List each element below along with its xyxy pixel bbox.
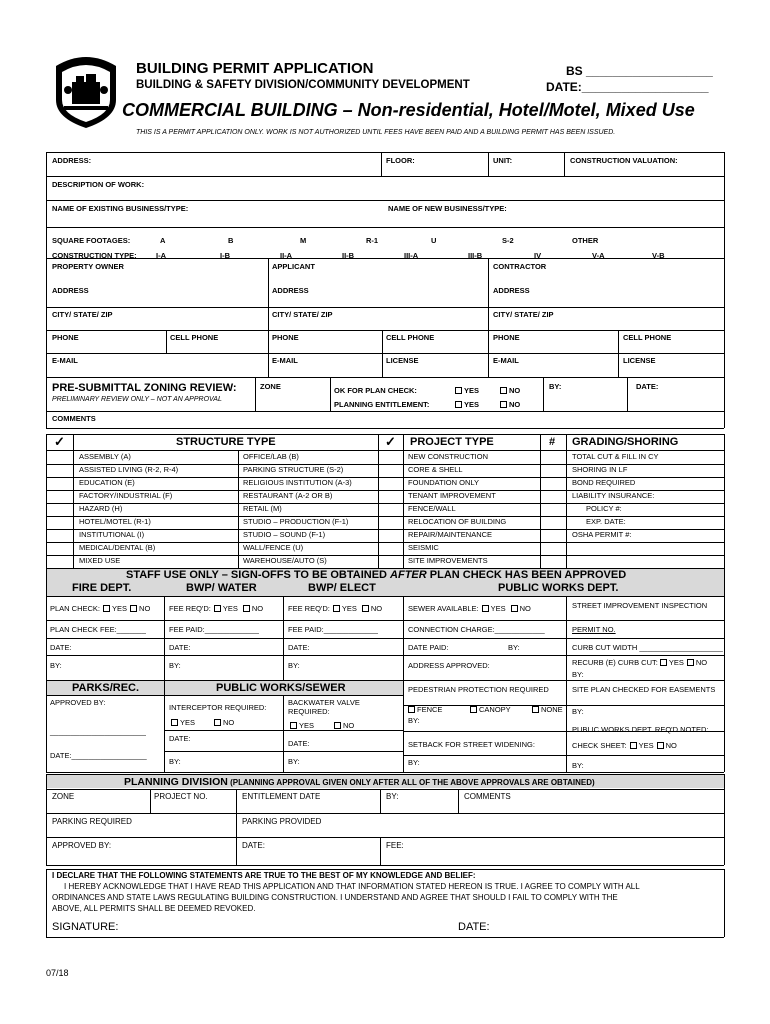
site-plan-easements[interactable]: SITE PLAN CHECKED FOR EASEMENTS: [572, 685, 716, 694]
entitlement-date-field[interactable]: ENTITLEMENT DATE: [242, 792, 321, 801]
declaration-line-3: ABOVE, ALL PERMITS SHALL BE DEEMED REVOKED.: [52, 904, 256, 913]
grading-shoring-field[interactable]: POLICY #:: [586, 504, 622, 513]
zoning-by-field[interactable]: BY:: [549, 382, 562, 391]
water-fee-yes-checkbox[interactable]: [214, 605, 221, 612]
structure-type-option[interactable]: WALL/FENCE (U): [243, 543, 304, 552]
owner-cell-field[interactable]: CELL PHONE: [170, 333, 219, 342]
entitlement-no-checkbox[interactable]: [500, 400, 520, 409]
description-field[interactable]: DESCRIPTION OF WORK:: [52, 180, 145, 189]
structure-type-option[interactable]: RESTAURANT (A-2 OR B): [243, 491, 333, 500]
structure-type-option[interactable]: HAZARD (H): [79, 504, 123, 513]
project-type-option[interactable]: RELOCATION OF BUILDING: [408, 517, 507, 526]
pedestrian-protection-label: PEDESTRIAN PROTECTION REQUIRED: [408, 685, 549, 694]
backwater-date-field[interactable]: DATE:: [288, 739, 310, 748]
yes-label: YES: [464, 386, 480, 395]
fence-label: FENCE: [417, 705, 443, 714]
declaration-line-2: ORDINANCES AND STATE LAWS REGULATING BUILDING CONSTRUCTION. I UNDERSTAND AND AGREE THAT SHOULD I FAIL TO COMPLY WITH THE: [52, 893, 618, 902]
check-sheet-no-checkbox[interactable]: [657, 742, 664, 749]
planning-approved-by-field[interactable]: APPROVED BY:: [52, 841, 112, 850]
project-type-option[interactable]: CORE & SHELL: [408, 465, 463, 474]
elect-fee-no-checkbox[interactable]: [362, 605, 369, 612]
square-footage-label: SQUARE FOOTAGES:: [52, 236, 131, 245]
address-approved-field[interactable]: ADDRESS APPROVED:: [408, 661, 490, 670]
elect-fee-reqd: FEE REQ'D: YES NO: [288, 604, 383, 613]
grading-hash-header: #: [549, 436, 556, 448]
bwp-water-header: BWP/ WATER: [186, 582, 257, 594]
pedestrian-by-field[interactable]: BY:: [408, 716, 420, 725]
backwater-yes-checkbox[interactable]: [290, 721, 314, 730]
declaration-heading: I DECLARE THAT THE FOLLOWING STATEMENTS ARE TRUE TO THE BEST OF MY KNOWLEDGE AND BELIEF:: [52, 871, 476, 880]
check-sheet-yes-checkbox[interactable]: [630, 742, 637, 749]
project-type-option[interactable]: TENANT IMPROVEMENT: [408, 491, 496, 500]
structure-type-option[interactable]: PARKING STRUCTURE (S-2): [243, 465, 344, 474]
zoning-review-title: PRE-SUBMITTAL ZONING REVIEW:: [52, 382, 237, 394]
no-label: NO: [509, 400, 521, 409]
sqft-other[interactable]: OTHER: [572, 236, 599, 245]
structure-type-option[interactable]: INSTITUTIONAL (I): [79, 530, 145, 539]
city-seal: [50, 52, 122, 130]
sqft-b[interactable]: B: [228, 236, 234, 245]
planning-by-field[interactable]: BY:: [386, 792, 399, 801]
ctype-va[interactable]: V-A: [592, 251, 605, 260]
applicant-field[interactable]: APPLICANT: [272, 262, 315, 271]
backwater-by-field[interactable]: BY:: [288, 757, 300, 766]
structure-type-option[interactable]: MEDICAL/DENTAL (B): [79, 543, 156, 552]
check-sheet: CHECK SHEET: YES NO: [572, 741, 677, 750]
comments-field[interactable]: COMMENTS: [52, 414, 96, 423]
planning-date-field[interactable]: DATE:: [242, 841, 265, 850]
elect-date-field[interactable]: DATE:: [288, 643, 310, 652]
grading-shoring-field[interactable]: SHORING IN LF: [572, 465, 628, 474]
construction-type-label: CONSTRUCTION TYPE:: [52, 251, 137, 260]
structure-type-option[interactable]: OFFICE/LAB (B): [243, 452, 299, 461]
owner-phone-field[interactable]: PHONE: [52, 333, 79, 342]
structure-type-option[interactable]: RETAIL (M): [243, 504, 282, 513]
interceptor-required-label: INTERCEPTOR REQUIRED:: [169, 703, 267, 712]
form-revision: 07/18: [46, 968, 69, 978]
owner-city-field[interactable]: CITY/ STATE/ ZIP: [52, 310, 113, 319]
entitlement-yes-checkbox[interactable]: [455, 400, 479, 409]
sqft-a[interactable]: A: [160, 236, 166, 245]
zone-field[interactable]: ZONE: [260, 382, 281, 391]
form-subtitle: BUILDING & SAFETY DIVISION/COMMUNITY DEVELOPMENT: [136, 79, 470, 91]
fire-dept-header: FIRE DEPT.: [72, 582, 132, 594]
project-type-option[interactable]: REPAIR/MAINTENANCE: [408, 530, 493, 539]
project-type-option[interactable]: SITE IMPROVEMENTS: [408, 556, 488, 565]
applicant-email-field[interactable]: E-MAIL: [272, 356, 298, 365]
applicant-cell-field[interactable]: CELL PHONE: [386, 333, 435, 342]
planning-zone-field[interactable]: ZONE: [52, 792, 75, 801]
yes-label: YES: [299, 721, 315, 730]
recurb-no-checkbox[interactable]: [687, 659, 694, 666]
ctype-iv[interactable]: IV: [534, 251, 542, 260]
ok-plan-check-label: OK FOR PLAN CHECK:: [334, 386, 417, 395]
no-label: NO: [343, 721, 355, 730]
plan-check-no-checkbox[interactable]: [130, 605, 137, 612]
floor-field[interactable]: FLOOR:: [386, 156, 415, 165]
applicant-phone-field[interactable]: PHONE: [272, 333, 299, 342]
none-checkbox[interactable]: [532, 705, 563, 714]
structure-type-option[interactable]: HOTEL/MOTEL (R-1): [79, 517, 151, 526]
property-owner-field[interactable]: PROPERTY OWNER: [52, 262, 124, 271]
plan-check-label: PLAN CHECK: YES NO: [50, 604, 151, 613]
structure-type-option[interactable]: WAREHOUSE/AUTO (S): [243, 556, 327, 565]
interceptor-yes-checkbox[interactable]: [171, 718, 195, 727]
project-type-option[interactable]: FOUNDATION ONLY: [408, 478, 479, 487]
parking-provided-field[interactable]: PARKING PROVIDED: [242, 817, 322, 826]
plan-check-yes-checkbox[interactable]: [103, 605, 110, 612]
zoning-date-field[interactable]: DATE:: [636, 382, 659, 391]
declaration-line-1: I HEREBY ACKNOWLEDGE THAT I HAVE READ THIS APPLICATION AND THAT INFORMATION STATED HEREON IS TRUE. I AGREE TO COMPLY WITH ALL: [64, 882, 640, 891]
parks-date-field[interactable]: DATE:__________________: [50, 751, 147, 760]
connection-charge-field[interactable]: CONNECTION CHARGE:____________: [408, 625, 545, 634]
fire-date-field[interactable]: DATE:: [50, 643, 72, 652]
owner-email-field[interactable]: E-MAIL: [52, 356, 78, 365]
permit-notice: THIS IS A PERMIT APPLICATION ONLY. WORK IS NOT AUTHORIZED UNTIL FEES HAVE BEEN PAID AND A BUILDING PERMIT HAS BEEN ISSUED.: [136, 129, 616, 136]
water-fee-paid-field[interactable]: FEE PAID:_____________: [169, 625, 259, 634]
staff-use-banner: STAFF USE ONLY – SIGN-OFFS TO BE OBTAINED AFTER PLAN CHECK HAS BEEN APPROVED: [126, 569, 627, 581]
structure-type-option[interactable]: STUDIO – SOUND (F-1): [243, 530, 326, 539]
grading-shoring-title: GRADING/SHORING: [572, 436, 679, 448]
backwater-required-label: REQUIRED:: [288, 707, 330, 716]
sewer-no-checkbox[interactable]: [511, 605, 518, 612]
recurb-curb-cut: RECURB (E) CURB CUT: YES NO: [572, 658, 708, 667]
public-works-sewer-header: PUBLIC WORKS/SEWER: [216, 682, 346, 694]
grading-shoring-field[interactable]: EXP. DATE:: [586, 517, 626, 526]
applicant-city-field[interactable]: CITY/ STATE/ ZIP: [272, 310, 333, 319]
ctype-vb[interactable]: V-B: [652, 251, 665, 260]
yes-label: YES: [180, 718, 196, 727]
structure-type-option[interactable]: ASSISTED LIVING (R-2, R-4): [79, 465, 179, 474]
no-label: NO: [509, 386, 521, 395]
water-fee-no-checkbox[interactable]: [243, 605, 250, 612]
sewer-date-field[interactable]: DATE:: [169, 734, 191, 743]
canopy-label: CANOPY: [479, 705, 511, 714]
plan-check-yes-checkbox[interactable]: [455, 386, 479, 395]
structure-type-title: STRUCTURE TYPE: [176, 436, 276, 448]
public-works-dept-header: PUBLIC WORKS DEPT.: [498, 582, 619, 594]
form-main-title: BUILDING PERMIT APPLICATION: [136, 60, 374, 77]
water-fee-reqd: FEE REQ'D: YES NO: [169, 604, 264, 613]
setback-by-field[interactable]: BY:: [408, 758, 420, 767]
valuation-field[interactable]: CONSTRUCTION VALUATION:: [570, 156, 678, 165]
structure-type-option[interactable]: EDUCATION (E): [79, 478, 135, 487]
grading-shoring-field[interactable]: TOTAL CUT & FILL IN CY: [572, 452, 659, 461]
new-business-field[interactable]: NAME OF NEW BUSINESS/TYPE:: [388, 204, 507, 213]
applicant-license-field[interactable]: LICENSE: [386, 356, 419, 365]
zoning-review-subtitle: PRELIMINARY REVIEW ONLY – NOT AN APPROVAL: [52, 396, 222, 403]
none-label: NONE: [541, 705, 563, 714]
planning-comments-field[interactable]: COMMENTS: [464, 792, 511, 801]
permit-no-field[interactable]: PERMIT NO.: [572, 625, 616, 634]
parks-rec-header: PARKS/REC.: [72, 682, 140, 694]
site-plan-by-field[interactable]: BY:: [572, 707, 584, 716]
planning-fee-field[interactable]: FEE:: [386, 841, 404, 850]
interceptor-no-checkbox[interactable]: [214, 718, 234, 727]
address-field[interactable]: ADDRESS:: [52, 156, 92, 165]
check-sheet-by-field[interactable]: BY:: [572, 761, 584, 770]
structure-type-option[interactable]: RELIGIOUS INSTITUTION (A-3): [243, 478, 352, 487]
contractor-field[interactable]: CONTRACTOR: [493, 262, 547, 271]
project-type-option[interactable]: NEW CONSTRUCTION: [408, 452, 488, 461]
bs-number-field[interactable]: BS ___________________: [566, 64, 713, 78]
grading-shoring-field[interactable]: LIABILITY INSURANCE:: [572, 491, 655, 500]
ctype-iiib[interactable]: III-B: [468, 251, 483, 260]
grading-shoring-field[interactable]: BOND REQUIRED: [572, 478, 636, 487]
structure-check-header: ✓: [54, 434, 65, 449]
contractor-phone-field[interactable]: PHONE: [493, 333, 520, 342]
yes-label: YES: [464, 400, 480, 409]
contractor-email-field[interactable]: E-MAIL: [493, 356, 519, 365]
sqft-u[interactable]: U: [431, 236, 437, 245]
setback-street-widening-field[interactable]: SETBACK FOR STREET WIDENING:: [408, 740, 535, 749]
project-type-option[interactable]: SEISMIC: [408, 543, 439, 552]
parks-approved-by-label: APPROVED BY:: [50, 698, 106, 707]
sqft-s2[interactable]: S-2: [502, 236, 514, 245]
project-no-field[interactable]: PROJECT NO.: [154, 792, 208, 801]
fire-by-field[interactable]: BY:: [50, 661, 62, 670]
existing-business-field[interactable]: NAME OF EXISTING BUSINESS/TYPE:: [52, 204, 189, 213]
backwater-valve-label: BACKWATER VALVE: [288, 698, 360, 707]
owner-address-field[interactable]: ADDRESS: [52, 286, 89, 295]
ctype-iia[interactable]: II-A: [280, 251, 293, 260]
elect-by-field[interactable]: BY:: [288, 661, 300, 670]
date-paid-field[interactable]: DATE PAID:: [408, 643, 449, 652]
sewer-available: SEWER AVAILABLE: YES NO: [408, 604, 531, 613]
plan-check-no-checkbox[interactable]: [500, 386, 520, 395]
ctype-ia[interactable]: I-A: [156, 251, 166, 260]
sqft-r1[interactable]: R-1: [366, 236, 379, 245]
project-type-title: PROJECT TYPE: [410, 436, 494, 448]
contractor-license-field[interactable]: LICENSE: [623, 356, 656, 365]
canopy-checkbox[interactable]: [470, 705, 511, 714]
parking-required-field[interactable]: PARKING REQUIRED: [52, 817, 132, 826]
fence-checkbox[interactable]: [408, 705, 442, 714]
sewer-yes-checkbox[interactable]: [482, 605, 489, 612]
elect-fee-paid-field[interactable]: FEE PAID:_____________: [288, 625, 378, 634]
ctype-iiia[interactable]: III-A: [404, 251, 419, 260]
contractor-address-field[interactable]: ADDRESS: [493, 286, 530, 295]
applicant-address-field[interactable]: ADDRESS: [272, 286, 309, 295]
ctype-ib[interactable]: I-B: [220, 251, 230, 260]
planning-division-title: PLANNING DIVISION (PLANNING APPROVAL GIVEN ONLY AFTER ALL OF THE ABOVE APPROVALS ARE OBTAINED): [124, 776, 595, 788]
unit-field[interactable]: UNIT:: [493, 156, 513, 165]
form-type-title: COMMERCIAL BUILDING – Non-residential, Hotel/Motel, Mixed Use: [122, 100, 695, 120]
water-date-field[interactable]: DATE:: [169, 643, 191, 652]
structure-type-option[interactable]: MIXED USE: [79, 556, 121, 565]
curb-cut-width-field[interactable]: CURB CUT WIDTH ____________________: [572, 643, 723, 652]
signature-field[interactable]: SIGNATURE:: [52, 921, 119, 933]
structure-type-option[interactable]: ASSEMBLY (A): [79, 452, 131, 461]
project-type-option[interactable]: FENCE/WALL: [408, 504, 456, 513]
structure-type-option[interactable]: STUDIO – PRODUCTION (F-1): [243, 517, 349, 526]
grading-shoring-field[interactable]: OSHA PERMIT #:: [572, 530, 632, 539]
parks-approved-by-field[interactable]: _______________________: [50, 727, 146, 736]
plan-check-fee-field[interactable]: PLAN CHECK FEE:_______: [50, 625, 146, 634]
contractor-cell-field[interactable]: CELL PHONE: [623, 333, 672, 342]
header-date-field[interactable]: DATE:___________________: [546, 80, 709, 94]
contractor-city-field[interactable]: CITY/ STATE/ ZIP: [493, 310, 554, 319]
planning-entitlement-label: PLANNING ENTITLEMENT:: [334, 400, 430, 409]
no-label: NO: [223, 718, 235, 727]
ctype-iib[interactable]: II-B: [342, 251, 355, 260]
recurb-yes-checkbox[interactable]: [660, 659, 667, 666]
sqft-m[interactable]: M: [300, 236, 307, 245]
water-by-field[interactable]: BY:: [169, 661, 181, 670]
elect-fee-yes-checkbox[interactable]: [333, 605, 340, 612]
sewer-by-field[interactable]: BY:: [169, 757, 181, 766]
bwp-elect-header: BWP/ ELECT: [308, 582, 376, 594]
pw-reqd-noted-field[interactable]: PUBLIC WORKS DEPT. REQ'D NOTED:: [572, 725, 709, 734]
date-paid-by-field[interactable]: BY:: [508, 643, 520, 652]
street-improvement-inspection[interactable]: STREET IMPROVEMENT INSPECTION: [572, 601, 708, 610]
signature-date-field[interactable]: DATE:: [458, 921, 490, 933]
backwater-no-checkbox[interactable]: [334, 721, 354, 730]
structure-type-option[interactable]: FACTORY/INDUSTRIAL (F): [79, 491, 173, 500]
recurb-by-field[interactable]: BY:: [572, 670, 584, 679]
project-check-header: ✓: [385, 434, 396, 449]
